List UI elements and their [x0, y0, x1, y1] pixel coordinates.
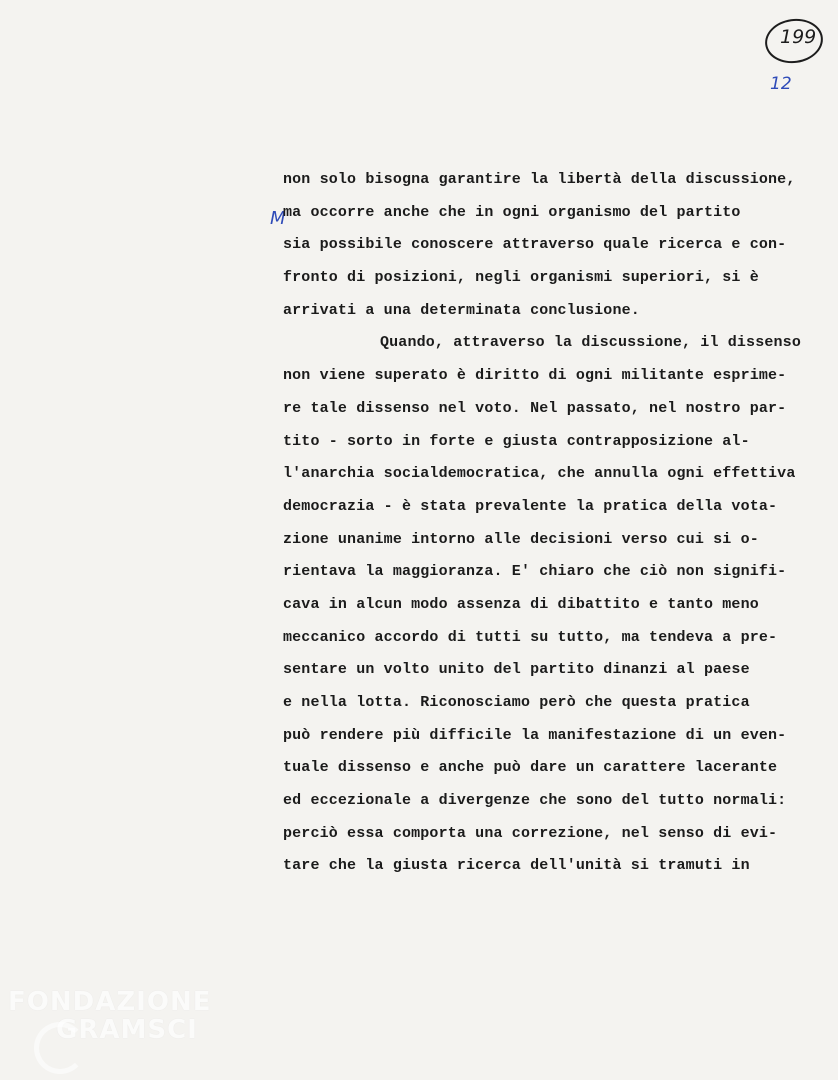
text-line: re tale dissenso nel voto. Nel passato, nel nostro par- [283, 399, 787, 417]
text-line: rientava la maggioranza. E' chiaro che ciò non signifi- [283, 563, 787, 581]
sheet-number: 12 [770, 74, 792, 94]
watermark-line-2: GRAMSCI [56, 1015, 198, 1045]
text-line: l'anarchia socialdemocratica, che annulla ogni effettiva [283, 465, 796, 483]
text-line: zione unanime intorno alle decisioni verso cui si o- [283, 530, 759, 548]
text-line: non solo bisogna garantire la libertà della discussione, [283, 171, 796, 188]
text-line: arrivati a una determinata conclusione. [283, 301, 640, 319]
margin-mark: M [270, 208, 286, 229]
text-line: fronto di posizioni, negli organismi superiori, si è [283, 269, 759, 287]
text-line: ma occorre anche che in ogni organismo del partito [283, 203, 741, 221]
text-line: perciò essa comporta una correzione, nel senso di evi- [283, 824, 778, 842]
text-line: e nella lotta. Riconosciamo però che questa pratica [283, 694, 750, 711]
text-line: ed eccezionale a divergenze che sono del tutto normali: [283, 792, 787, 810]
typed-text-block [283, 168, 838, 887]
text-line: tare che la giusta ricerca dell'unità si tramuti in [283, 857, 750, 875]
text-line: sia possibile conoscere attraverso quale ricerca e con- [283, 236, 787, 254]
text-line: tito - sorto in forte e giusta contrapposizione al- [283, 432, 750, 450]
text-line: cava in alcun modo assenza di dibattito e tanto meno [283, 595, 759, 613]
text-line: tuale dissenso e anche può dare un carattere lacerante [283, 759, 778, 777]
text-line: democrazia - è stata prevalente la pratica della vota- [283, 497, 778, 515]
page-number: 199 [780, 26, 817, 48]
text-line: sentare un volto unito del partito dinanzi al paese [283, 661, 750, 679]
text-line: meccanico accordo di tutti su tutto, ma tendeva a pre- [283, 628, 778, 646]
text-line: non viene superato è diritto di ogni militante esprime- [283, 367, 787, 385]
watermark-line-1: FONDAZIONE [8, 987, 212, 1017]
text-line: può rendere più difficile la manifestazione di un even- [283, 726, 787, 744]
text-line: Quando, attraverso la discussione, il dissenso [380, 334, 801, 352]
watermark-logo-icon [34, 1022, 86, 1074]
